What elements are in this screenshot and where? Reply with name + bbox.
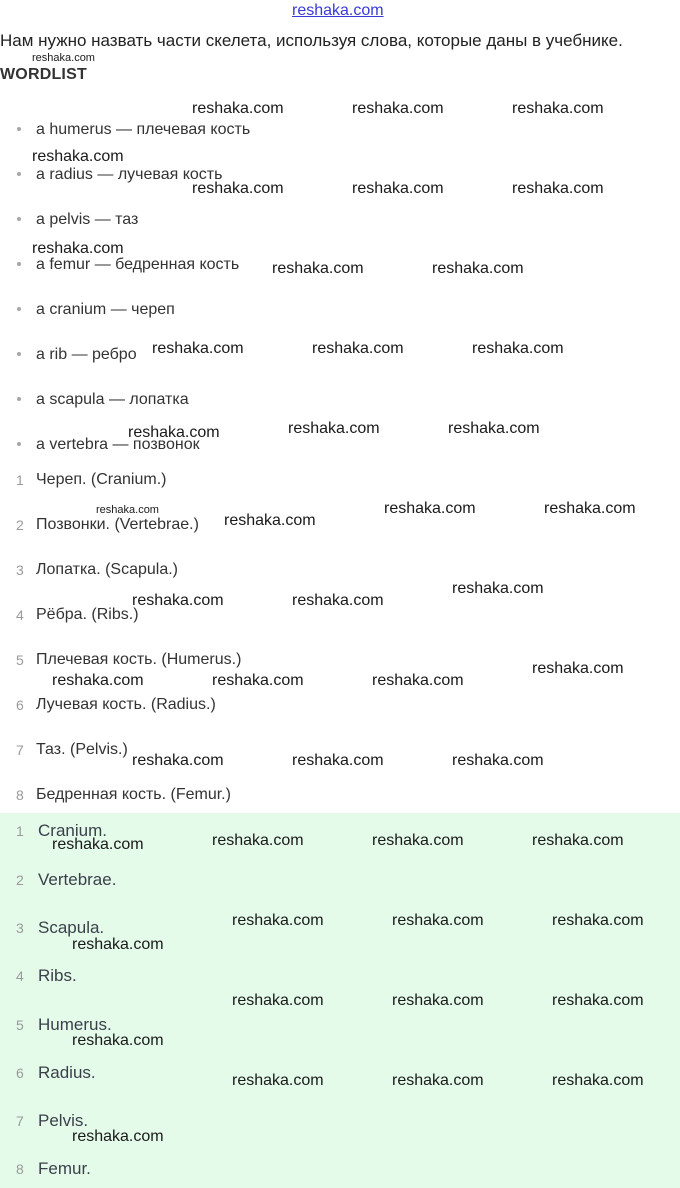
watermark: reshaka.com xyxy=(272,260,364,277)
watermark: reshaka.com xyxy=(372,672,464,689)
answer-text: Vertebrae. xyxy=(38,870,117,889)
watermark: reshaka.com xyxy=(192,180,284,197)
watermark: reshaka.com xyxy=(192,100,284,117)
watermark: reshaka.com xyxy=(472,340,564,357)
bullet-icon xyxy=(17,352,21,356)
wordlist-item xyxy=(36,211,138,229)
watermark: reshaka.com xyxy=(212,672,304,689)
answer-number: 7 xyxy=(16,742,24,758)
wordlist-item-text: a pelvis — таз xyxy=(36,211,139,228)
wordlist-item-text: a cranium — череп xyxy=(36,301,175,318)
watermark: reshaka.com xyxy=(32,52,95,64)
answer-number: 1 xyxy=(16,823,24,839)
watermark: reshaka.com xyxy=(292,592,384,609)
wordlist-item-text: a vertebra — позвонок xyxy=(36,436,200,453)
watermark: reshaka.com xyxy=(32,240,124,257)
watermark: reshaka.com xyxy=(72,1128,164,1145)
answer-number: 8 xyxy=(16,787,24,803)
watermark: reshaka.com xyxy=(132,592,224,609)
watermark: reshaka.com xyxy=(292,752,384,769)
answer-number: 1 xyxy=(16,472,24,488)
watermark: reshaka.com xyxy=(232,912,324,929)
bullet-icon xyxy=(17,127,21,131)
watermark: reshaka.com xyxy=(392,1072,484,1089)
watermark: reshaka.com xyxy=(512,180,604,197)
watermark: reshaka.com xyxy=(544,500,636,517)
watermark: reshaka.com xyxy=(552,912,644,929)
answer-text: Позвонки. (Vertebrae.) xyxy=(36,516,199,533)
answer-number: 8 xyxy=(16,1161,24,1177)
answer-number: 3 xyxy=(16,920,24,936)
watermark: reshaka.com xyxy=(224,512,316,529)
answer-number: 6 xyxy=(16,697,24,713)
watermark: reshaka.com xyxy=(352,100,444,117)
wordlist-item xyxy=(36,391,189,409)
answer-text: Ribs. xyxy=(38,966,77,985)
watermark: reshaka.com xyxy=(232,1072,324,1089)
answer-number: 7 xyxy=(16,1113,24,1129)
wordlist-item-text: a femur — бедренная кость xyxy=(36,256,240,273)
watermark: reshaka.com xyxy=(152,340,244,357)
bullet-icon xyxy=(17,307,21,311)
wordlist-item-text: a humerus — плечевая кость xyxy=(36,121,251,138)
answer-text: Cranium. xyxy=(38,821,107,840)
watermark: reshaka.com xyxy=(532,832,624,849)
watermark: reshaka.com xyxy=(552,992,644,1009)
watermark: reshaka.com xyxy=(132,752,224,769)
watermark: reshaka.com xyxy=(448,420,540,437)
wordlist-item-text: a radius — лучевая кость xyxy=(36,166,223,183)
answer-number: 5 xyxy=(16,652,24,668)
answer-number: 4 xyxy=(16,968,24,984)
answer-text: Pelvis. xyxy=(38,1111,89,1130)
watermark: reshaka.com xyxy=(72,936,164,953)
watermark: reshaka.com xyxy=(552,1072,644,1089)
watermark: reshaka.com xyxy=(212,832,304,849)
watermark: reshaka.com xyxy=(232,992,324,1009)
watermark: reshaka.com xyxy=(392,912,484,929)
answer-text: Рёбра. (Ribs.) xyxy=(36,606,139,623)
answer-number: 2 xyxy=(16,517,24,533)
answer-text: Scapula. xyxy=(38,918,105,937)
bullet-icon xyxy=(17,172,21,176)
answer-number: 6 xyxy=(16,1065,24,1081)
watermark: reshaka.com xyxy=(128,424,220,441)
answer-text: Radius. xyxy=(38,1063,96,1082)
wordlist-item xyxy=(36,346,137,364)
watermark: reshaka.com xyxy=(452,580,544,597)
watermark: reshaka.com xyxy=(96,504,159,516)
answer-number: 4 xyxy=(16,607,24,623)
wordlist-item xyxy=(36,301,175,319)
wordlist-item xyxy=(36,256,239,274)
watermark: reshaka.com xyxy=(72,1032,164,1049)
site-link[interactable]: reshaka.com xyxy=(292,2,384,19)
watermark: reshaka.com xyxy=(532,660,624,677)
wordlist-item-text: a scapula — лопатка xyxy=(36,391,189,408)
answer-text: Плечевая кость. (Humerus.) xyxy=(36,651,242,668)
watermark: reshaka.com xyxy=(52,672,144,689)
watermark: reshaka.com xyxy=(384,500,476,517)
wordlist-item-text: a rib — ребро xyxy=(36,346,137,363)
watermark: reshaka.com xyxy=(452,752,544,769)
answer-number: 2 xyxy=(16,872,24,888)
answer-text: Humerus. xyxy=(38,1015,112,1034)
watermark: reshaka.com xyxy=(352,180,444,197)
answer-text: Лопатка. (Scapula.) xyxy=(36,561,178,578)
watermark: reshaka.com xyxy=(392,992,484,1009)
wordlist-heading: WORDLIST xyxy=(0,66,87,83)
watermark: reshaka.com xyxy=(512,100,604,117)
answer-text: Femur. xyxy=(38,1159,91,1178)
answer-text: Череп. (Cranium.) xyxy=(36,471,167,488)
watermark: reshaka.com xyxy=(312,340,404,357)
bullet-icon xyxy=(17,442,21,446)
answer-text: Таз. (Pelvis.) xyxy=(36,741,128,758)
bullet-icon xyxy=(17,397,21,401)
bullet-icon xyxy=(17,217,21,221)
answer-number: 5 xyxy=(16,1017,24,1033)
answer-text: Бедренная кость. (Femur.) xyxy=(36,786,231,803)
bullet-icon xyxy=(17,262,21,266)
wordlist-item xyxy=(36,121,250,139)
watermark: reshaka.com xyxy=(288,420,380,437)
answer-number: 3 xyxy=(16,562,24,578)
answer-text: Лучевая кость. (Radius.) xyxy=(36,696,216,713)
intro-text: Нам нужно назвать части скелета, используя слова, которые даны в учебнике. xyxy=(0,31,623,50)
watermark: reshaka.com xyxy=(432,260,524,277)
watermark: reshaka.com xyxy=(52,836,144,853)
watermark: reshaka.com xyxy=(372,832,464,849)
watermark: reshaka.com xyxy=(32,148,124,165)
